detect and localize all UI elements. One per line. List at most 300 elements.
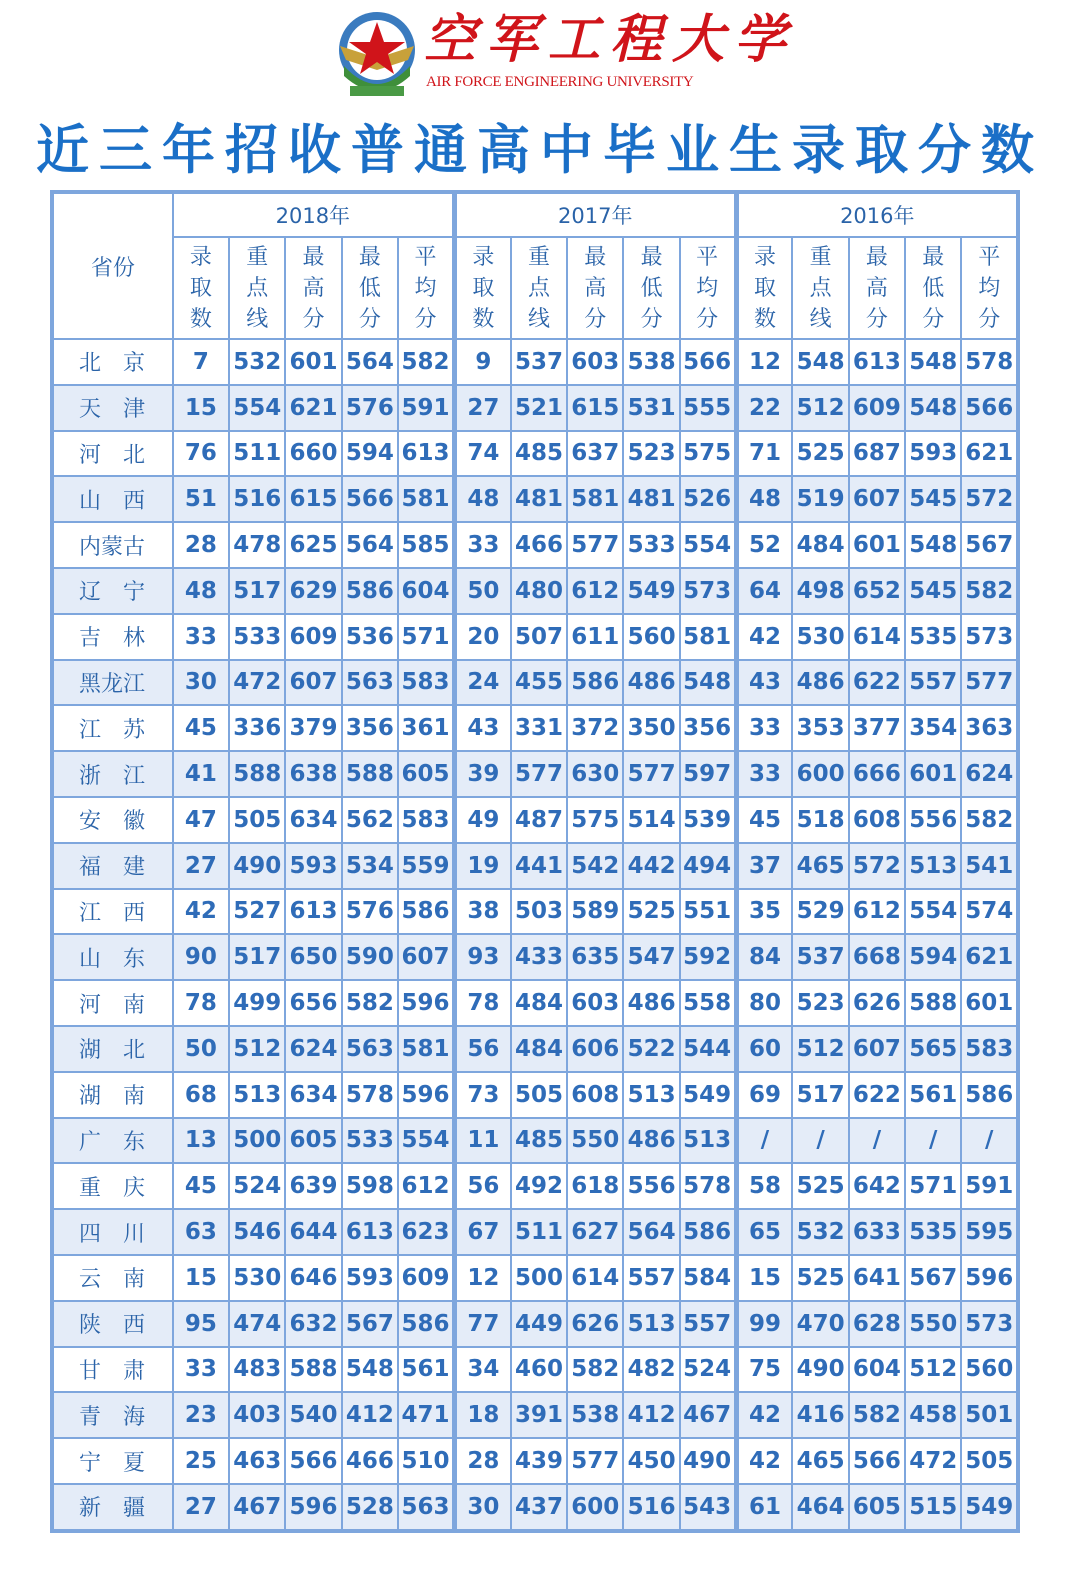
province-cell: 北 京 [52,339,173,385]
score-cell: 575 [567,797,623,843]
score-cell: 548 [905,522,961,568]
score-cell: 27 [173,1484,229,1531]
score-cell: 433 [511,934,567,980]
province-cell: 青 海 [52,1392,173,1438]
score-cell: 522 [623,1026,679,1072]
score-cell: 614 [849,614,905,660]
score-cell: 28 [173,522,229,568]
score-cell: 540 [285,1392,341,1438]
score-cell: 567 [905,1255,961,1301]
score-cell: 412 [623,1392,679,1438]
score-cell: 27 [173,843,229,889]
score-cell: 588 [229,751,285,797]
score-cell: 486 [623,1118,679,1164]
score-cell: 567 [961,522,1018,568]
score-cell: 503 [511,889,567,935]
year-header: 2018年 [173,192,455,237]
score-cell: 93 [454,934,510,980]
province-cell: 江 西 [52,889,173,935]
score-cell: 379 [285,705,341,751]
score-cell: 611 [567,614,623,660]
score-cell: 486 [792,660,848,706]
score-cell: 514 [623,797,679,843]
score-cell: 583 [398,797,454,843]
score-cell: 538 [623,339,679,385]
score-cell: 494 [680,843,736,889]
score-cell: 74 [454,431,510,477]
sub-column-header: 录 取 数 [173,237,229,339]
score-cell: 537 [792,934,848,980]
score-cell: 331 [511,705,567,751]
score-cell: 33 [736,751,792,797]
province-cell: 云 南 [52,1255,173,1301]
score-cell: 554 [398,1118,454,1164]
score-cell: 532 [792,1209,848,1255]
score-cell: 621 [285,385,341,431]
score-cell: 439 [511,1438,567,1484]
score-cell: 361 [398,705,454,751]
score-cell: 472 [905,1438,961,1484]
score-cell: 571 [398,614,454,660]
score-cell: 548 [342,1347,398,1393]
table-row [52,1301,1018,1347]
score-cell: 15 [173,385,229,431]
score-cell: 458 [905,1392,961,1438]
score-cell: 356 [680,705,736,751]
table-row [52,1255,1018,1301]
score-cell: 391 [511,1392,567,1438]
score-cell: 533 [342,1118,398,1164]
score-cell: 564 [342,522,398,568]
score-cell: 505 [511,1072,567,1118]
score-cell: 490 [680,1438,736,1484]
score-cell: 573 [961,1301,1018,1347]
score-cell: 596 [285,1484,341,1531]
score-cell: 582 [849,1392,905,1438]
score-cell: 13 [173,1118,229,1164]
score-cell: 515 [905,1484,961,1531]
score-cell: 56 [454,1163,510,1209]
score-cell: 601 [285,339,341,385]
score-cell: 45 [173,1163,229,1209]
score-cell: 576 [342,385,398,431]
score-cell: 549 [961,1484,1018,1531]
score-cell: 455 [511,660,567,706]
score-cell: 591 [398,385,454,431]
score-cell: 480 [511,568,567,614]
score-cell: 594 [905,934,961,980]
score-cell: 466 [342,1438,398,1484]
score-cell: 73 [454,1072,510,1118]
score-cell: 557 [680,1301,736,1347]
score-cell: 577 [961,660,1018,706]
score-cell: 474 [229,1301,285,1347]
score-cell: 598 [342,1163,398,1209]
table-row [52,1392,1018,1438]
score-cell: 607 [398,934,454,980]
score-cell: 536 [342,614,398,660]
score-cell: 604 [849,1347,905,1393]
score-cell: 529 [792,889,848,935]
score-cell: 608 [567,1072,623,1118]
score-cell: 499 [229,980,285,1026]
score-cell: 19 [454,843,510,889]
year-header: 2016年 [736,192,1018,237]
score-cell: 71 [736,431,792,477]
score-cell: 511 [511,1209,567,1255]
score-cell: 581 [398,476,454,522]
score-cell: 48 [173,568,229,614]
sub-column-header: 最 低 分 [342,237,398,339]
score-cell: 558 [680,980,736,1026]
score-cell: 512 [229,1026,285,1072]
score-cell: 586 [961,1072,1018,1118]
score-cell: 557 [905,660,961,706]
score-cell: 559 [398,843,454,889]
score-cell: 56 [454,1026,510,1072]
score-cell: 530 [229,1255,285,1301]
score-cell: 596 [398,1072,454,1118]
sub-column-header: 录 取 数 [454,237,510,339]
score-cell: 465 [792,843,848,889]
score-cell: 622 [849,1072,905,1118]
score-cell: 76 [173,431,229,477]
score-cell: 555 [680,385,736,431]
score-cell: 377 [849,705,905,751]
score-cell: 490 [229,843,285,889]
sub-column-header: 重 点 线 [792,237,848,339]
score-cell: 528 [342,1484,398,1531]
score-cell: 623 [398,1209,454,1255]
score-cell: 578 [961,339,1018,385]
score-cell: 486 [623,660,679,706]
score-cell: 15 [173,1255,229,1301]
score-cell: 644 [285,1209,341,1255]
score-cell: 482 [623,1347,679,1393]
score-cell: 626 [567,1301,623,1347]
score-cell: 412 [342,1392,398,1438]
score-cell: 33 [173,1347,229,1393]
province-cell: 湖 北 [52,1026,173,1072]
province-cell: 广 东 [52,1118,173,1164]
score-cell: 582 [567,1347,623,1393]
score-cell: 525 [623,889,679,935]
score-cell: 33 [454,522,510,568]
score-cell: 548 [905,339,961,385]
score-cell: 603 [567,980,623,1026]
score-cell: 588 [285,1347,341,1393]
score-cell: 554 [229,385,285,431]
score-cell: 527 [229,889,285,935]
score-cell: 613 [398,431,454,477]
score-cell: 470 [792,1301,848,1347]
score-cell: 588 [342,751,398,797]
score-cell: 544 [680,1026,736,1072]
sub-column-header: 最 低 分 [905,237,961,339]
sub-column-header: 平 均 分 [680,237,736,339]
table-row [52,797,1018,843]
score-cell: 588 [905,980,961,1026]
score-cell: 531 [623,385,679,431]
score-cell: 660 [285,431,341,477]
score-cell: 591 [961,1163,1018,1209]
score-cell: 43 [736,660,792,706]
score-cell: 505 [961,1438,1018,1484]
score-cell: 573 [961,614,1018,660]
score-cell: 524 [680,1347,736,1393]
score-cell: 601 [849,522,905,568]
score-cell: 609 [398,1255,454,1301]
score-cell: 9 [454,339,510,385]
score-cell: 624 [285,1026,341,1072]
sub-column-header: 最 高 分 [567,237,623,339]
score-cell: 526 [680,476,736,522]
score-cell: 11 [454,1118,510,1164]
score-cell: 481 [623,476,679,522]
score-cell: 573 [680,568,736,614]
score-cell: 541 [961,843,1018,889]
score-cell: 589 [567,889,623,935]
score-cell: 564 [342,339,398,385]
score-cell: 530 [792,614,848,660]
score-cell: 22 [736,385,792,431]
score-cell: 354 [905,705,961,751]
score-cell: 28 [454,1438,510,1484]
score-cell: 581 [680,614,736,660]
score-cell: 624 [961,751,1018,797]
score-cell: 601 [961,980,1018,1026]
score-cell: 513 [229,1072,285,1118]
score-cell: 626 [849,980,905,1026]
score-cell: 464 [792,1484,848,1531]
score-cell: 590 [342,934,398,980]
score-cell: 7 [173,339,229,385]
score-cell: 441 [511,843,567,889]
score-cell: 586 [398,889,454,935]
score-cell: 562 [342,797,398,843]
score-cell: 609 [285,614,341,660]
score-cell: 69 [736,1072,792,1118]
score-cell: 471 [398,1392,454,1438]
score-cell: 578 [342,1072,398,1118]
table-row [52,568,1018,614]
table-row [52,1347,1018,1393]
score-cell: 487 [511,797,567,843]
score-cell: 561 [905,1072,961,1118]
province-cell: 宁 夏 [52,1438,173,1484]
score-cell: 42 [173,889,229,935]
score-cell: 668 [849,934,905,980]
score-cell: 484 [792,522,848,568]
score-cell: 48 [454,476,510,522]
province-cell: 江 苏 [52,705,173,751]
score-cell: 490 [792,1347,848,1393]
score-cell: 99 [736,1301,792,1347]
score-cell: 39 [454,751,510,797]
score-cell: 632 [285,1301,341,1347]
score-cell: 512 [792,1026,848,1072]
score-cell: 581 [567,476,623,522]
province-cell: 山 东 [52,934,173,980]
score-cell: 556 [905,797,961,843]
score-cell: 537 [511,339,567,385]
score-cell: 560 [961,1347,1018,1393]
score-cell: 517 [229,934,285,980]
score-cell: 50 [454,568,510,614]
score-cell: 634 [285,1072,341,1118]
score-cell: 467 [680,1392,736,1438]
table-row [52,431,1018,477]
score-cell: 350 [623,705,679,751]
score-cell: 605 [398,751,454,797]
air-force-emblem-icon [336,6,418,98]
score-cell: 576 [342,889,398,935]
score-cell: 363 [961,705,1018,751]
score-cell: 563 [342,1026,398,1072]
score-cell: 566 [285,1438,341,1484]
score-cell: 600 [792,751,848,797]
score-cell: 575 [680,431,736,477]
province-cell: 福 建 [52,843,173,889]
province-cell: 安 徽 [52,797,173,843]
score-cell: 592 [680,934,736,980]
score-cell: 586 [398,1301,454,1347]
score-cell: 77 [454,1301,510,1347]
score-cell: 584 [680,1255,736,1301]
score-cell: 63 [173,1209,229,1255]
score-cell: 483 [229,1347,285,1393]
score-cell: / [736,1118,792,1164]
score-cell: 516 [229,476,285,522]
score-cell: 27 [454,385,510,431]
score-cell: 30 [173,660,229,706]
score-cell: 533 [623,522,679,568]
score-cell: 577 [623,751,679,797]
score-cell: 507 [511,614,567,660]
score-cell: 52 [736,522,792,568]
score-cell: 545 [905,568,961,614]
sub-column-header: 最 高 分 [849,237,905,339]
province-cell: 山 西 [52,476,173,522]
province-cell: 四 川 [52,1209,173,1255]
table-row [52,843,1018,889]
score-cell: 612 [398,1163,454,1209]
score-cell: 615 [285,476,341,522]
score-cell: 484 [511,980,567,1026]
score-cell: 492 [511,1163,567,1209]
score-cell: 577 [567,522,623,568]
score-cell: 513 [623,1301,679,1347]
score-cell: 607 [285,660,341,706]
score-cell: 638 [285,751,341,797]
table-row [52,1118,1018,1164]
score-cell: 35 [736,889,792,935]
score-cell: 609 [849,385,905,431]
score-cell: 532 [229,339,285,385]
score-cell: 535 [905,1209,961,1255]
score-cell: 512 [792,385,848,431]
score-cell: 24 [454,660,510,706]
score-cell: 666 [849,751,905,797]
year-header: 2017年 [454,192,736,237]
province-cell: 新 疆 [52,1484,173,1531]
score-cell: 595 [961,1209,1018,1255]
score-cell: 554 [680,522,736,568]
table-row [52,705,1018,751]
score-cell: 556 [623,1163,679,1209]
table-row [52,980,1018,1026]
table-row [52,1438,1018,1484]
score-cell: 564 [623,1209,679,1255]
score-cell: 12 [454,1255,510,1301]
table-row [52,1209,1018,1255]
score-cell: 64 [736,568,792,614]
score-cell: 545 [905,476,961,522]
score-cell: 33 [736,705,792,751]
score-cell: 472 [229,660,285,706]
score-cell: 535 [905,614,961,660]
score-cell: 600 [567,1484,623,1531]
score-cell: 41 [173,751,229,797]
score-cell: 615 [567,385,623,431]
score-cell: 572 [961,476,1018,522]
score-cell: 403 [229,1392,285,1438]
score-cell: 525 [792,431,848,477]
score-cell: 566 [849,1438,905,1484]
province-cell: 河 北 [52,431,173,477]
score-cell: 20 [454,614,510,660]
score-cell: 90 [173,934,229,980]
score-cell: 60 [736,1026,792,1072]
score-cell: 65 [736,1209,792,1255]
score-cell: 460 [511,1347,567,1393]
sub-column-header: 平 均 分 [961,237,1018,339]
score-cell: 485 [511,1118,567,1164]
score-cell: 516 [623,1484,679,1531]
score-cell: 582 [961,797,1018,843]
score-cell: 12 [736,339,792,385]
score-cell: 538 [567,1392,623,1438]
score-cell: 571 [905,1163,961,1209]
score-cell: 621 [961,934,1018,980]
score-cell: 586 [342,568,398,614]
score-cell: 517 [229,568,285,614]
score-cell: 635 [567,934,623,980]
score-cell: 43 [454,705,510,751]
province-cell: 黑龙江 [52,660,173,706]
score-cell: 597 [680,751,736,797]
score-cell: 501 [961,1392,1018,1438]
table-row [52,889,1018,935]
score-cell: 25 [173,1438,229,1484]
score-cell: 593 [905,431,961,477]
score-cell: 578 [680,1163,736,1209]
score-cell: 583 [961,1026,1018,1072]
score-cell: 478 [229,522,285,568]
sub-column-header: 重 点 线 [511,237,567,339]
score-cell: 601 [905,751,961,797]
score-cell: 50 [173,1026,229,1072]
score-cell: 356 [342,705,398,751]
province-cell: 天 津 [52,385,173,431]
score-cell: 15 [736,1255,792,1301]
score-cell: 498 [792,568,848,614]
sub-column-header: 最 低 分 [623,237,679,339]
score-cell: 519 [792,476,848,522]
score-cell: 582 [961,568,1018,614]
score-cell: 566 [961,385,1018,431]
score-cell: 512 [905,1347,961,1393]
